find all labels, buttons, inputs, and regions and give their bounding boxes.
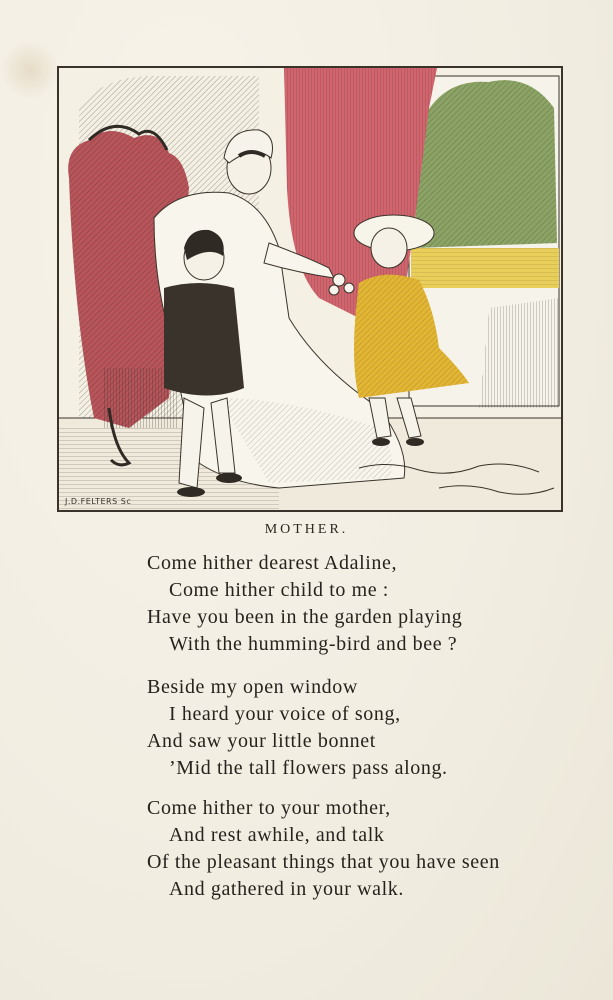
poem-line: And rest awhile, and talk: [169, 824, 385, 846]
poem-line: And gathered in your walk.: [169, 878, 404, 900]
poem-line: Come hither child to me :: [169, 579, 389, 601]
engraving-illustration: [57, 66, 563, 512]
poem-line: ’Mid the tall flowers pass along.: [169, 757, 448, 779]
poem-line: Beside my open window: [147, 676, 358, 698]
poem-line: And saw your little bonnet: [147, 730, 376, 752]
engraver-signature: J.D.FELTERS Sc: [65, 497, 132, 506]
poem-line: I heard your voice of song,: [169, 703, 401, 725]
poem-line: Come hither to your mother,: [147, 797, 391, 819]
poem-line: Come hither dearest Adaline,: [147, 552, 398, 574]
engraving-drawing: [59, 68, 561, 510]
paper-stain: [0, 40, 60, 100]
poem-title: MOTHER.: [264, 522, 349, 537]
poem-line: With the humming-bird and bee ?: [169, 633, 458, 655]
poem-line: Of the pleasant things that you have seen: [147, 851, 500, 873]
poem-line: Have you been in the garden playing: [147, 606, 463, 628]
